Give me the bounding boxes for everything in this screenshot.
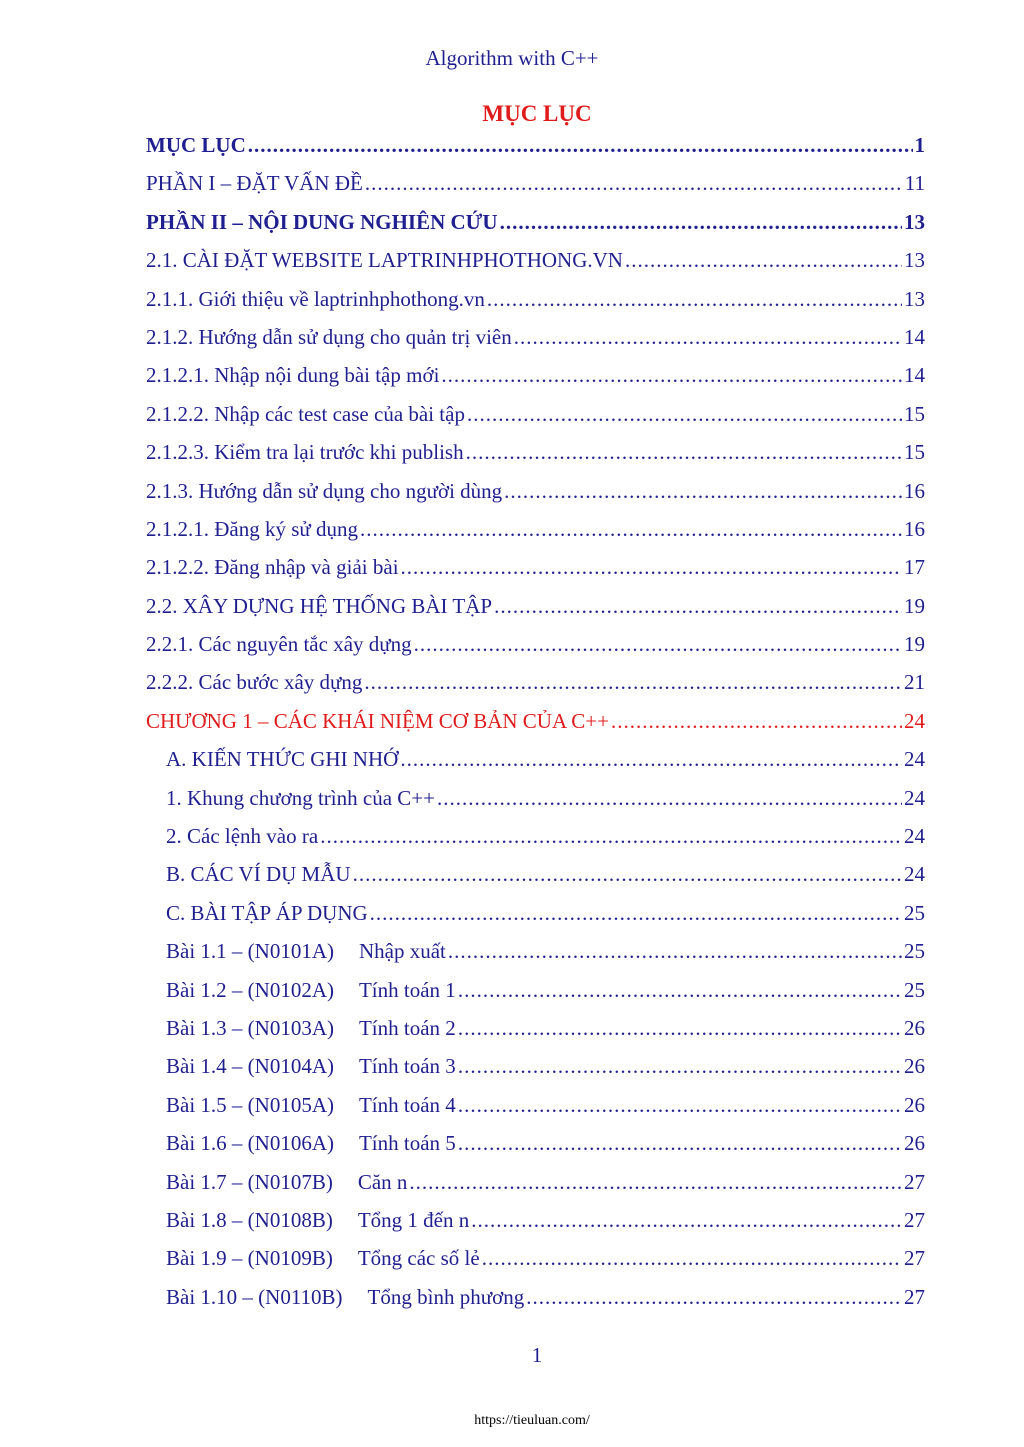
toc-entry-page: 15	[904, 401, 925, 426]
toc-entry-page: 27	[904, 1284, 925, 1309]
toc-entry-page: 1	[914, 133, 925, 157]
toc-entry-page: 26	[904, 1054, 925, 1079]
dot-leader	[467, 395, 902, 433]
toc-entry-page: 17	[904, 555, 925, 580]
dot-leader	[494, 587, 902, 625]
exercise-name: Tổng bình phương	[367, 1284, 525, 1309]
toc-entry[interactable]	[146, 241, 925, 279]
page-number: 1	[531, 1343, 543, 1367]
toc-entry-page: 24	[904, 862, 925, 887]
running-header: Algorithm with C++	[425, 46, 599, 70]
toc-entry-page: 16	[904, 516, 925, 541]
toc-entry[interactable]	[146, 779, 925, 817]
toc-entry-page: 14	[904, 363, 925, 388]
toc-entry[interactable]	[146, 740, 925, 778]
toc-entry-label: PHẦN II – NỘI DUNG NGHIÊN CỨU	[146, 209, 498, 234]
exercise-name: Tính toán 2	[358, 1015, 456, 1040]
exercise-code: Bài 1.5 – (N0105A)	[166, 1092, 334, 1117]
toc-entry[interactable]	[146, 280, 925, 318]
toc-entry-page: 25	[904, 977, 925, 1002]
toc-entry-label	[166, 1278, 524, 1316]
dot-leader	[248, 126, 913, 164]
toc-entry-label: 2.1.2. Hướng dẫn sử dụng cho quản trị viên	[146, 324, 512, 349]
toc-entry-label: 2.1. CÀI ĐẶT WEBSITE LAPTRINHPHOTHONG.VN	[146, 248, 623, 273]
toc-entry-page: 11	[904, 171, 925, 196]
dot-leader	[625, 241, 902, 279]
toc-entry-label	[166, 1086, 456, 1124]
footer-url: https://tieuluan.com/	[474, 1413, 590, 1428]
toc-entry-page: 24	[904, 824, 925, 849]
toc-entry[interactable]	[146, 894, 925, 932]
toc-entry-label: 2.1.3. Hướng dẫn sử dụng cho người dùng	[146, 478, 503, 503]
toc-entry[interactable]	[146, 971, 925, 1009]
dot-leader	[360, 510, 902, 548]
toc-entry-page: 24	[904, 785, 925, 810]
toc-entry[interactable]	[146, 1163, 925, 1201]
toc-entry[interactable]	[146, 1047, 925, 1085]
toc-entry[interactable]	[146, 472, 925, 510]
exercise-code: Bài 1.9 – (N0109B)	[166, 1246, 333, 1271]
toc-entry-label	[166, 1163, 407, 1201]
toc-entry-label: 2.1.2.2. Đăng nhập và giải bài	[146, 555, 399, 580]
toc-entry-page: 15	[904, 440, 925, 465]
toc-entry-label: 2.1.2.1. Nhập nội dung bài tập mới	[146, 363, 440, 388]
toc-entry-label: CHƯƠNG 1 – CÁC KHÁI NIỆM CƠ BẢN CỦA C++	[146, 708, 609, 733]
toc-entry-page: 27	[904, 1207, 925, 1232]
toc-entry-label: 2.2.1. Các nguyên tắc xây dựng	[146, 632, 412, 657]
toc-entry[interactable]	[146, 1086, 925, 1124]
exercise-code: Bài 1.8 – (N0108B)	[166, 1207, 333, 1232]
dot-leader	[400, 740, 902, 778]
exercise-name: Tính toán 4	[358, 1092, 456, 1117]
toc-entry[interactable]	[146, 548, 925, 586]
dot-leader	[458, 971, 902, 1009]
exercise-name: Tính toán 5	[358, 1131, 456, 1156]
toc-entry-label: MỤC LỤC	[146, 133, 246, 157]
toc-entry[interactable]	[146, 433, 925, 471]
dot-leader	[441, 356, 902, 394]
toc-entry-label	[166, 971, 456, 1009]
toc-entry[interactable]	[146, 702, 925, 740]
toc-entry-label: A. KIẾN THỨC GHI NHỚ	[166, 747, 399, 772]
toc-entry-page: 27	[904, 1169, 925, 1194]
toc-entry[interactable]	[146, 1278, 925, 1316]
dot-leader	[437, 779, 902, 817]
toc-entry[interactable]	[146, 625, 925, 663]
toc-entry-label: C. BÀI TẬP ÁP DỤNG	[166, 900, 368, 925]
toc-entry[interactable]	[146, 587, 925, 625]
exercise-code: Bài 1.3 – (N0103A)	[166, 1015, 334, 1040]
toc-entry-label: 1. Khung chương trình của C++	[166, 785, 435, 810]
dot-leader	[458, 1086, 902, 1124]
toc-entry[interactable]	[146, 510, 925, 548]
toc-entry[interactable]	[146, 1009, 925, 1047]
toc-entry-label	[166, 1239, 480, 1277]
toc-entry-label	[166, 1201, 469, 1239]
toc-entry-label: 2.1.2.1. Đăng ký sử dụng	[146, 516, 359, 541]
toc-entry[interactable]	[146, 663, 925, 701]
toc-entry-page: 19	[904, 632, 925, 657]
toc-entry[interactable]	[146, 356, 925, 394]
toc-entry-label: 2.1.1. Giới thiệu về laptrinhphothong.vn	[146, 286, 485, 311]
toc-entry[interactable]	[146, 855, 925, 893]
dot-leader	[487, 280, 902, 318]
toc-entry-page: 25	[904, 939, 925, 964]
toc-entry-page: 13	[904, 209, 925, 234]
exercise-name: Tính toán 1	[358, 977, 456, 1002]
dot-leader	[448, 932, 902, 970]
dot-leader	[365, 164, 903, 202]
toc-entry[interactable]	[146, 817, 925, 855]
exercise-name: Căn n	[357, 1169, 408, 1194]
toc-entry-label	[166, 1124, 456, 1162]
dot-leader	[458, 1124, 902, 1162]
toc-entry-page: 21	[904, 670, 925, 695]
exercise-name: Tổng 1 đến n	[357, 1207, 470, 1232]
exercise-name: Tính toán 3	[358, 1054, 456, 1079]
toc-entry-page: 26	[904, 1131, 925, 1156]
toc-entry-page: 14	[904, 324, 925, 349]
toc-entry-page: 24	[904, 747, 925, 772]
exercise-name: Nhập xuất	[358, 939, 446, 964]
dot-leader	[370, 894, 902, 932]
exercise-code: Bài 1.1 – (N0101A)	[166, 939, 334, 964]
exercise-code: Bài 1.6 – (N0106A)	[166, 1131, 334, 1156]
dot-leader	[504, 472, 902, 510]
toc-entry-label: PHẦN I – ĐẶT VẤN ĐỀ	[146, 171, 363, 196]
dot-leader	[471, 1201, 902, 1239]
dot-leader	[500, 203, 902, 241]
exercise-code: Bài 1.7 – (N0107B)	[166, 1169, 333, 1194]
toc-entry-page: 19	[904, 593, 925, 618]
toc-entry-page: 25	[904, 900, 925, 925]
dot-leader	[526, 1278, 902, 1316]
toc-entry[interactable]	[146, 203, 925, 241]
toc-entry-page: 13	[904, 248, 925, 273]
dot-leader	[414, 625, 902, 663]
toc-entry-label	[166, 1009, 456, 1047]
toc-entry-label: B. CÁC VÍ DỤ MẪU	[166, 862, 351, 887]
exercise-code: Bài 1.10 – (N0110B)	[166, 1284, 343, 1309]
table-of-contents	[146, 126, 925, 1316]
toc-entry-page: 16	[904, 478, 925, 503]
toc-entry-label	[166, 1047, 456, 1085]
dot-leader	[482, 1239, 902, 1277]
toc-entry[interactable]	[146, 126, 925, 164]
toc-entry[interactable]	[146, 164, 925, 202]
toc-entry-page: 26	[904, 1092, 925, 1117]
toc-title: MỤC LỤC	[482, 101, 592, 126]
dot-leader	[364, 663, 902, 701]
toc-entry-label: 2.1.2.3. Kiểm tra lại trước khi publish	[146, 440, 464, 465]
dot-leader	[353, 855, 902, 893]
exercise-name: Tổng các số lẻ	[357, 1246, 480, 1271]
toc-entry-page: 13	[904, 286, 925, 311]
toc-entry-page: 24	[904, 708, 925, 733]
toc-entry-label: 2. Các lệnh vào ra	[166, 824, 319, 849]
toc-entry[interactable]	[146, 932, 925, 970]
toc-entry[interactable]	[146, 318, 925, 356]
dot-leader	[458, 1047, 902, 1085]
dot-leader	[401, 548, 902, 586]
toc-entry[interactable]	[146, 1201, 925, 1239]
dot-leader	[514, 318, 902, 356]
toc-entry-page: 26	[904, 1015, 925, 1040]
dot-leader	[458, 1009, 902, 1047]
toc-entry[interactable]	[146, 1239, 925, 1277]
toc-entry[interactable]	[146, 1124, 925, 1162]
dot-leader	[320, 817, 902, 855]
exercise-code: Bài 1.2 – (N0102A)	[166, 977, 334, 1002]
toc-entry[interactable]	[146, 395, 925, 433]
dot-leader	[611, 702, 902, 740]
toc-entry-label	[166, 932, 446, 970]
toc-entry-label: 2.1.2.2. Nhập các test case của bài tập	[146, 401, 465, 426]
toc-entry-page: 27	[904, 1246, 925, 1271]
exercise-code: Bài 1.4 – (N0104A)	[166, 1054, 334, 1079]
dot-leader	[466, 433, 902, 471]
toc-entry-label: 2.2.2. Các bước xây dựng	[146, 670, 363, 695]
toc-entry-label: 2.2. XÂY DỰNG HỆ THỐNG BÀI TẬP	[146, 593, 493, 618]
dot-leader	[409, 1163, 902, 1201]
